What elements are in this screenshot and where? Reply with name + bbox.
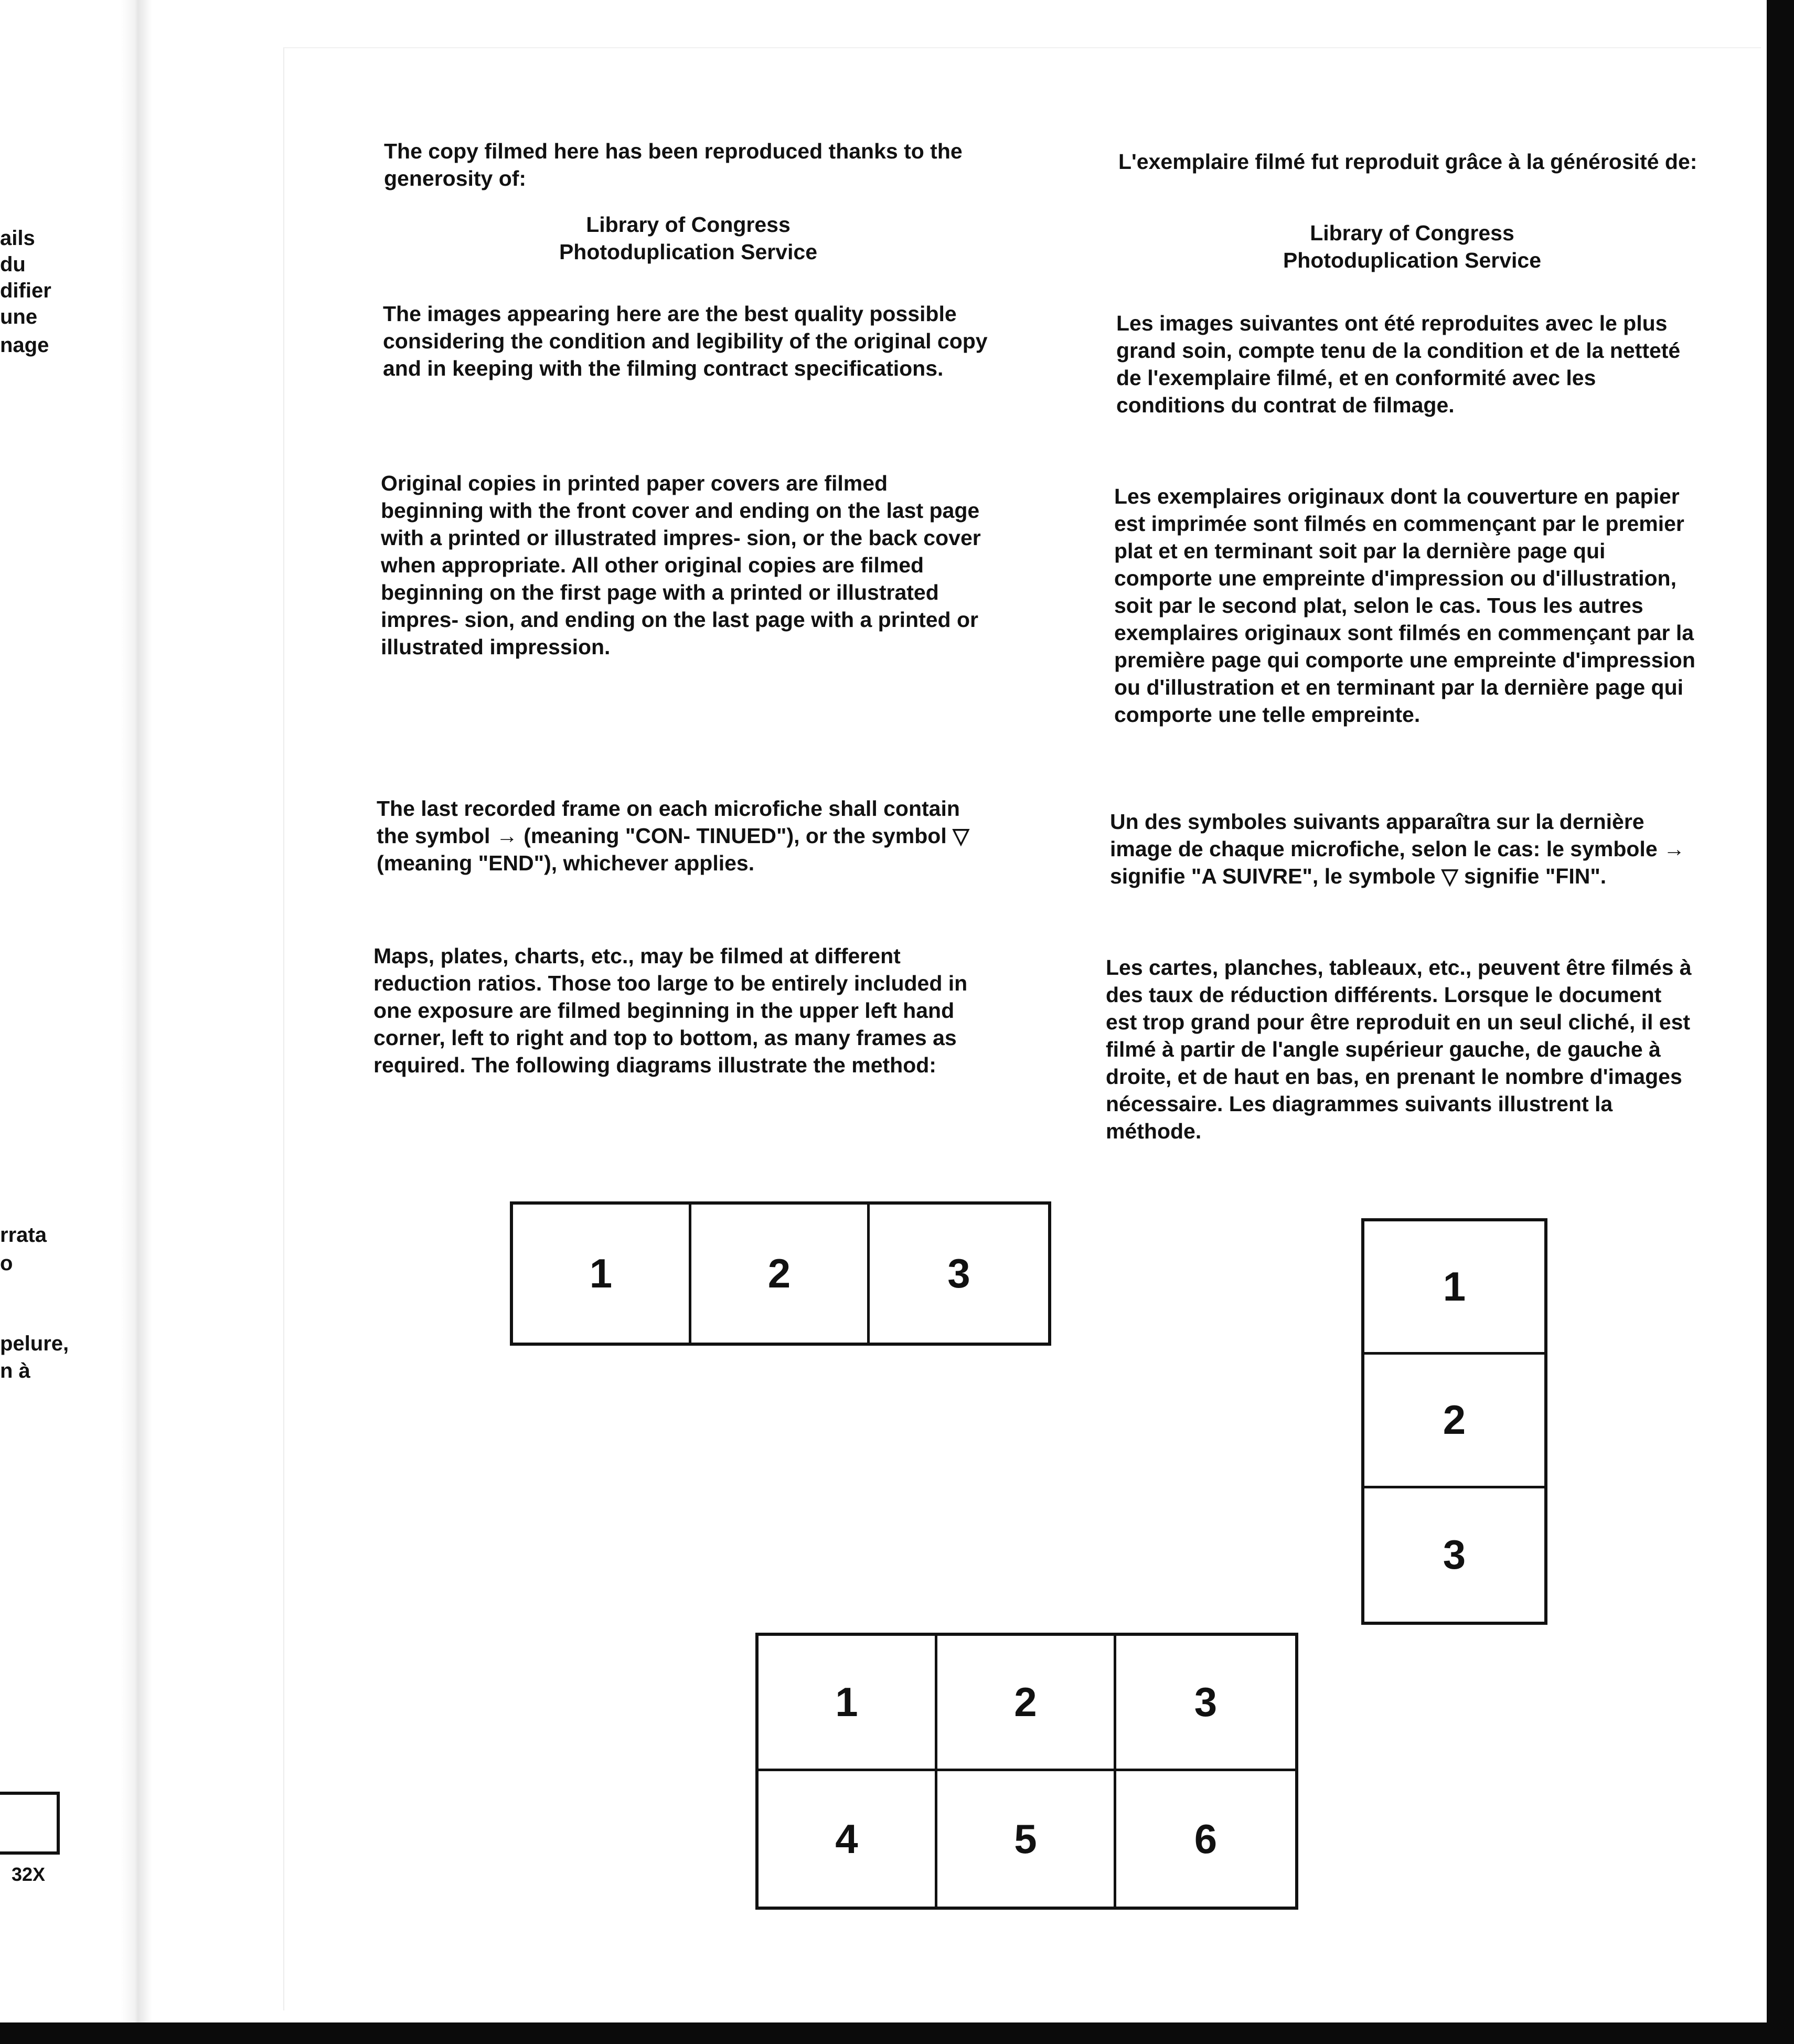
- left-page-fragment: o: [0, 1252, 13, 1275]
- french-maps-paragraph: Les cartes, planches, tableaux, etc., peuvent être filmés à des taux de réduction différents. Lorsque le document est trop grand pour être reproduit en un seul cliché, il est filmé à partir de l'angle supérieur gauche, de gauche à droite, et de haut en bas, en prenant le nombre d'images nécessaire. Les diagrammes suivants illustrent la méthode.: [1106, 955, 1692, 1143]
- english-thanks: The copy filmed here has been reproduced thanks to the generosity of:: [384, 139, 963, 190]
- diagram-cell: 1: [1364, 1221, 1544, 1355]
- diagram-cell: 3: [1116, 1636, 1295, 1771]
- institution-line-2: Photoduplication Service: [559, 240, 818, 264]
- left-page-fragment: difier: [0, 279, 51, 302]
- english-symbols-paragraph: The last recorded frame on each microfiche shall contain the symbol → (meaning "CON- TINUED"), or the symbol ▽ (meaning "END"), whichever applies.: [377, 796, 969, 875]
- diagram-cell: 2: [1364, 1355, 1544, 1488]
- diagram-cell: 5: [937, 1771, 1116, 1907]
- diagram-cell: 6: [1194, 1815, 1218, 1862]
- diagram-cell: 3: [947, 1250, 970, 1296]
- diagram-cell: 1: [759, 1636, 937, 1771]
- french-symbols-paragraph: Un des symboles suivants apparaîtra sur la dernière image de chaque microfiche, selon le cas: le symbole → signifie "A SUIVRE", le symbole ▽ signifie "FIN".: [1110, 810, 1685, 888]
- english-quality-paragraph: The images appearing here are the best quality possible considering the condition and legibility of the original copy and in keeping with the filming contract specifications.: [383, 302, 988, 380]
- scan-border-right: [1767, 0, 1794, 2044]
- page-fold-shadow: [121, 0, 152, 2022]
- institution-line-1: Library of Congress: [586, 212, 791, 237]
- scan-border-bottom: [0, 2022, 1794, 2044]
- diagram-cell: 2: [691, 1205, 870, 1343]
- english-institution: [384, 211, 992, 265]
- diagram-cell: 3: [1443, 1531, 1466, 1578]
- institution-line-1: Library of Congress: [1310, 221, 1514, 245]
- grid-frame-diagram: [755, 1633, 1298, 1910]
- english-covers-paragraph: Original copies in printed paper covers are filmed beginning with the front cover and ending on the last page with a printed or illustrated impres- sion, or the back cover when appropriate. All other original copies are filmed beginning on the first page with a printed or illustrated impres- sion, and ending on the last page with a printed or illustrated impression.: [381, 471, 981, 659]
- horizontal-frame-diagram: [510, 1201, 1051, 1346]
- french-thanks: L'exemplaire filmé fut reproduit grâce à la générosité de:: [1118, 150, 1697, 174]
- left-page-fragment: ails: [0, 227, 35, 250]
- reduction-mark-box: [0, 1792, 60, 1855]
- diagram-cell: 2: [937, 1636, 1116, 1771]
- french-quality-paragraph: Les images suivantes ont été reproduites avec le plus grand soin, compte tenu de la condition et de la netteté de l'exemplaire filmé, et en conformité avec les conditions du contrat de filmage.: [1116, 311, 1681, 417]
- left-page-fragment: du: [0, 253, 26, 276]
- left-page-fragment: rrata: [0, 1223, 47, 1247]
- french-covers-paragraph: Les exemplaires originaux dont la couverture en papier est imprimée sont filmés en commençant par le premier plat et en terminant soit par la dernière page qui comporte une empreinte d'impression ou d'illustration, soit par le second plat, selon le cas. Tous les autres exemplaires originaux sont filmés en commençant par la première page qui comporte une empreinte d'impression ou d'illustration et en terminant par la dernière page qui comporte une telle empreinte.: [1114, 484, 1695, 727]
- french-institution: [1118, 219, 1706, 274]
- reduction-mark-label: 32X: [12, 1864, 46, 1885]
- left-page-fragment: pelure,: [0, 1332, 69, 1355]
- institution-line-2: Photoduplication Service: [1283, 248, 1542, 272]
- diagram-cell: 1: [513, 1205, 691, 1343]
- left-page-fragment: une: [0, 305, 38, 328]
- left-page-fragment: n à: [0, 1359, 30, 1382]
- english-maps-paragraph: Maps, plates, charts, etc., may be filmed at different reduction ratios. Those too large to be entirely included in one exposure are filmed beginning in the upper left hand corner, left to right and top to bottom, as many frames as required. The following diagrams illustrate the method:: [373, 944, 968, 1077]
- left-page-fragment: nage: [0, 334, 49, 357]
- diagram-cell: 4: [759, 1771, 937, 1907]
- vertical-frame-diagram: [1361, 1218, 1547, 1625]
